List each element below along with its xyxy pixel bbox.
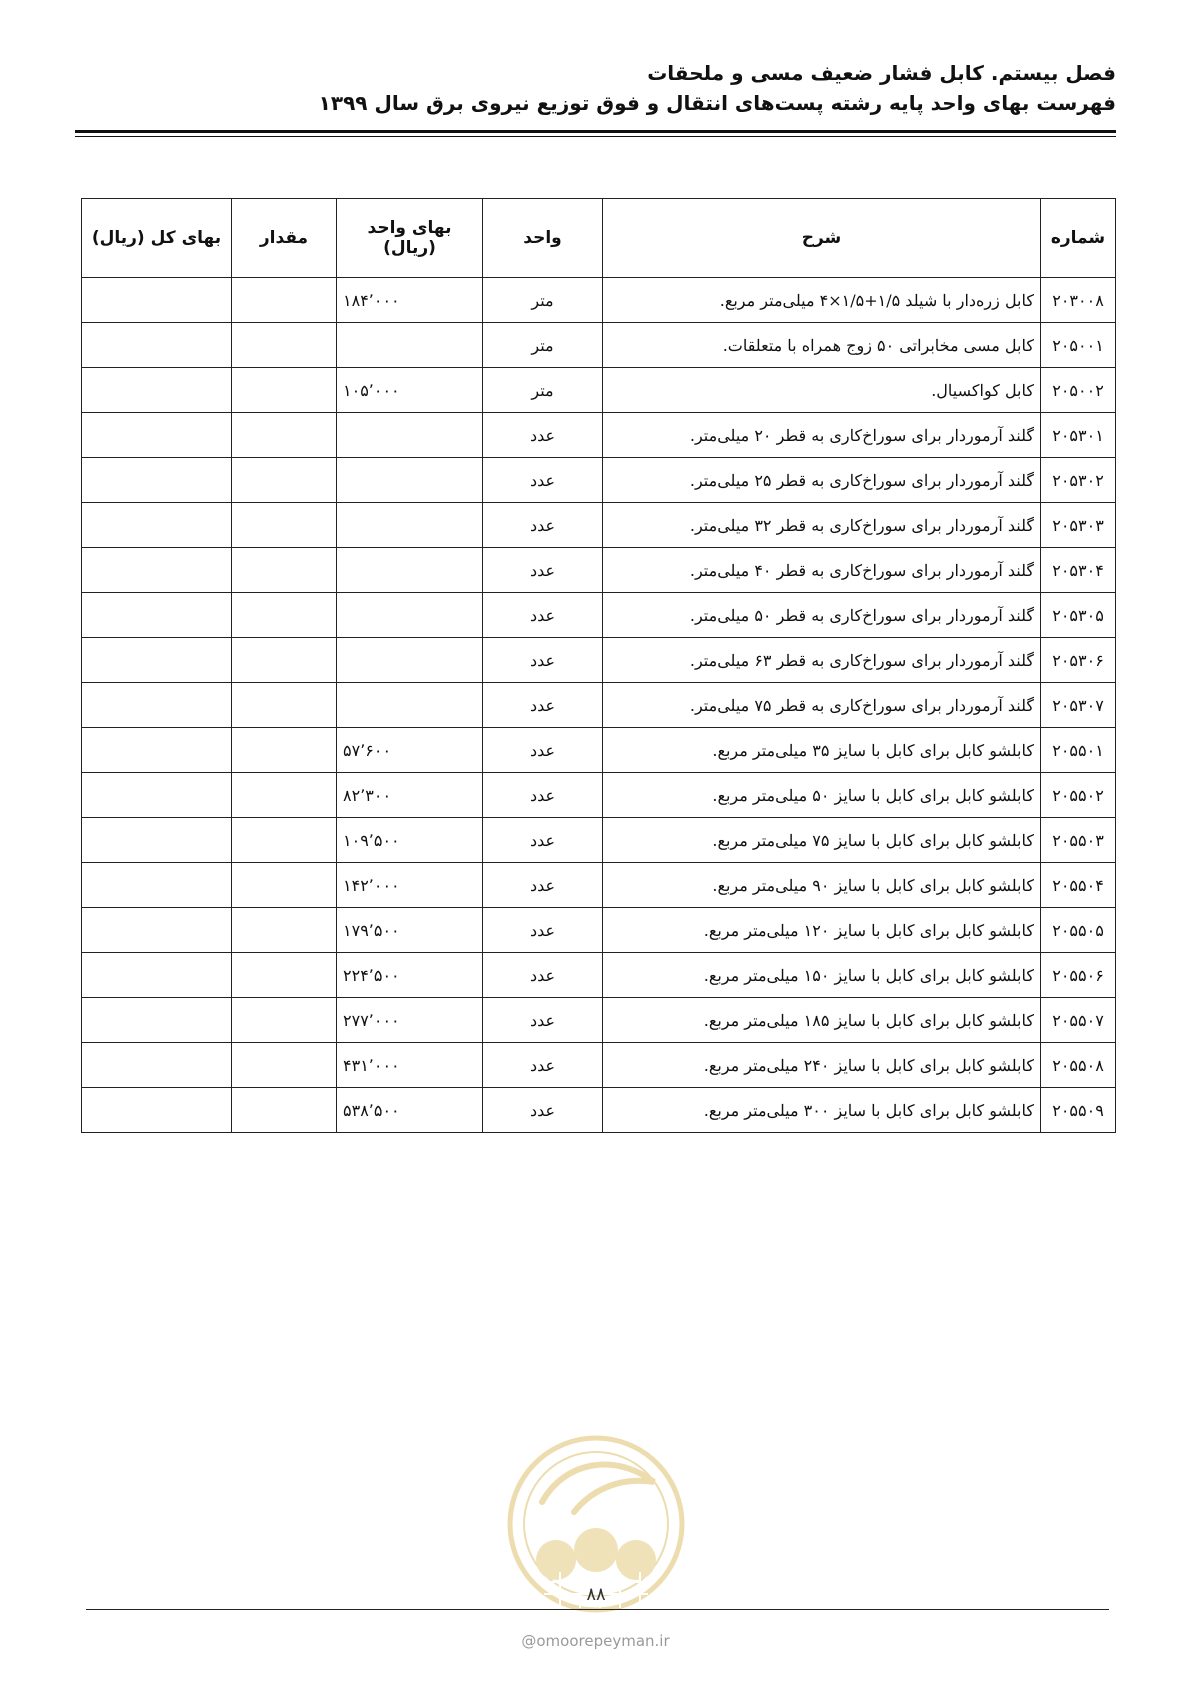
table-row [82,953,1116,998]
row-total [82,728,232,773]
row-description: کابلشو کابل برای کابل با سایز ۵۰ میلی‌متر مربع. [603,773,1041,818]
table-row [82,323,1116,368]
row-description: کابلشو کابل برای کابل با سایز ۲۴۰ میلی‌متر مربع. [603,1043,1041,1088]
row-number: ۲۰۳۰۰۸ [1041,278,1116,323]
row-total [82,818,232,863]
row-unit-price [337,503,483,548]
row-total [82,278,232,323]
row-total [82,863,232,908]
row-quantity [232,818,337,863]
row-unit-price [337,548,483,593]
row-unit-price: ۱۴۲٬۰۰۰ [337,863,483,908]
row-unit: عدد [483,548,603,593]
row-quantity [232,503,337,548]
row-unit: عدد [483,1043,603,1088]
row-quantity [232,548,337,593]
row-unit-price: ۱۰۹٬۵۰۰ [337,818,483,863]
row-unit: عدد [483,593,603,638]
row-number: ۲۰۵۵۰۱ [1041,728,1116,773]
row-quantity [232,908,337,953]
row-description: کابلشو کابل برای کابل با سایز ۳۵ میلی‌متر مربع. [603,728,1041,773]
row-unit: عدد [483,953,603,998]
row-unit: عدد [483,773,603,818]
header-rule-thin [75,136,1116,137]
row-total [82,953,232,998]
table-row [82,908,1116,953]
row-number: ۲۰۵۳۰۶ [1041,638,1116,683]
row-total [82,683,232,728]
row-total [82,908,232,953]
row-description: کابلشو کابل برای کابل با سایز ۷۵ میلی‌متر مربع. [603,818,1041,863]
row-number: ۲۰۵۵۰۲ [1041,773,1116,818]
footer-site: @omoorepeyman.ir [521,1632,670,1650]
table-row [82,593,1116,638]
table-body [82,278,1116,1133]
row-description: کابلشو کابل برای کابل با سایز ۱۸۵ میلی‌متر مربع. [603,998,1041,1043]
header-rule-thick [75,130,1116,133]
row-total [82,638,232,683]
row-quantity [232,593,337,638]
row-unit-price [337,458,483,503]
row-total [82,1088,232,1133]
row-unit-price: ۴۳۱٬۰۰۰ [337,1043,483,1088]
row-quantity [232,953,337,998]
row-quantity [232,638,337,683]
page-header [75,58,1116,118]
footer-rule [86,1609,1109,1610]
header-unit-price [337,199,483,278]
row-quantity [232,1043,337,1088]
row-total [82,1043,232,1088]
row-number: ۲۰۵۰۰۲ [1041,368,1116,413]
row-unit-price [337,683,483,728]
row-unit-price: ۲۷۷٬۰۰۰ [337,998,483,1043]
row-number: ۲۰۵۳۰۲ [1041,458,1116,503]
row-description: گلند آرموردار برای سوراخ‌کاری به قطر ۷۵ میلی‌متر. [603,683,1041,728]
row-number: ۲۰۵۵۰۶ [1041,953,1116,998]
table-row [82,458,1116,503]
table-header-row [82,199,1116,278]
header-description: شرح [603,199,1041,278]
row-number: ۲۰۵۰۰۱ [1041,323,1116,368]
row-unit-price: ۵۷٬۶۰۰ [337,728,483,773]
row-quantity [232,458,337,503]
row-total [82,323,232,368]
row-unit: عدد [483,638,603,683]
row-description: گلند آرموردار برای سوراخ‌کاری به قطر ۲۰ میلی‌متر. [603,413,1041,458]
row-unit: عدد [483,503,603,548]
row-description: کابلشو کابل برای کابل با سایز ۳۰۰ میلی‌متر مربع. [603,1088,1041,1133]
header-quantity: مقدار [232,199,337,278]
table-row [82,548,1116,593]
row-number: ۲۰۵۳۰۵ [1041,593,1116,638]
row-number: ۲۰۵۵۰۸ [1041,1043,1116,1088]
row-quantity [232,998,337,1043]
table-row [82,368,1116,413]
row-unit-price: ۸۲٬۳۰۰ [337,773,483,818]
row-unit-price [337,638,483,683]
header-unit-price-line2: (ریال) [383,238,436,258]
row-unit: عدد [483,458,603,503]
row-unit: عدد [483,1088,603,1133]
row-total [82,548,232,593]
table-row [82,638,1116,683]
row-description: کابل مسی مخابراتی ۵۰ زوج همراه با متعلقات. [603,323,1041,368]
row-total [82,593,232,638]
row-total [82,998,232,1043]
chapter-title: فصل بیستم. کابل فشار ضعیف مسی و ملحقات [647,61,1116,85]
row-unit: عدد [483,998,603,1043]
row-unit-price: ۱۰۵٬۰۰۰ [337,368,483,413]
row-unit-price: ۱۸۴٬۰۰۰ [337,278,483,323]
table-row [82,278,1116,323]
row-quantity [232,413,337,458]
header-unit-price-line1: بهای واحد [367,218,452,238]
row-unit-price [337,323,483,368]
row-quantity [232,728,337,773]
price-table [81,198,1116,1133]
row-total [82,773,232,818]
row-quantity [232,773,337,818]
row-description: گلند آرموردار برای سوراخ‌کاری به قطر ۲۵ میلی‌متر. [603,458,1041,503]
row-unit: عدد [483,413,603,458]
table-row [82,683,1116,728]
table-row [82,728,1116,773]
row-unit: متر [483,323,603,368]
row-description: گلند آرموردار برای سوراخ‌کاری به قطر ۶۳ میلی‌متر. [603,638,1041,683]
row-description: گلند آرموردار برای سوراخ‌کاری به قطر ۳۲ میلی‌متر. [603,503,1041,548]
row-quantity [232,323,337,368]
row-quantity [232,683,337,728]
row-unit: عدد [483,818,603,863]
row-number: ۲۰۵۳۰۱ [1041,413,1116,458]
row-description: کابلشو کابل برای کابل با سایز ۱۲۰ میلی‌متر مربع. [603,908,1041,953]
row-total [82,368,232,413]
header-unit: واحد [483,199,603,278]
row-total [82,413,232,458]
row-number: ۲۰۵۳۰۳ [1041,503,1116,548]
table-row [82,863,1116,908]
row-description: کابلشو کابل برای کابل با سایز ۱۵۰ میلی‌متر مربع. [603,953,1041,998]
row-description: گلند آرموردار برای سوراخ‌کاری به قطر ۴۰ میلی‌متر. [603,548,1041,593]
document-title: فهرست بهای واحد پایه رشته پست‌های انتقال و فوق توزیع نیروی برق سال ۱۳۹۹ [318,91,1116,115]
page-number: ۸۸ [586,1584,606,1605]
row-total [82,503,232,548]
row-quantity [232,278,337,323]
row-number: ۲۰۵۳۰۷ [1041,683,1116,728]
table-row [82,413,1116,458]
row-description: گلند آرموردار برای سوراخ‌کاری به قطر ۵۰ میلی‌متر. [603,593,1041,638]
row-description: کابلشو کابل برای کابل با سایز ۹۰ میلی‌متر مربع. [603,863,1041,908]
row-unit: عدد [483,863,603,908]
row-number: ۲۰۵۵۰۷ [1041,998,1116,1043]
row-quantity [232,863,337,908]
row-unit-price: ۱۷۹٬۵۰۰ [337,908,483,953]
row-description: کابل کواکسیال. [603,368,1041,413]
row-unit: عدد [483,908,603,953]
row-number: ۲۰۵۵۰۹ [1041,1088,1116,1133]
table-row [82,998,1116,1043]
header-total: بهای کل (ریال) [82,199,232,278]
row-unit: متر [483,368,603,413]
row-quantity [232,1088,337,1133]
row-description: کابل زره‌دار با شیلد ۱/۵+۱/۵×۴ میلی‌متر مربع. [603,278,1041,323]
table-row [82,1043,1116,1088]
row-number: ۲۰۵۵۰۴ [1041,863,1116,908]
row-number: ۲۰۵۵۰۵ [1041,908,1116,953]
table-row [82,773,1116,818]
row-unit: عدد [483,683,603,728]
row-quantity [232,368,337,413]
header-number: شماره [1041,199,1116,278]
row-unit-price: ۵۳۸٬۵۰۰ [337,1088,483,1133]
row-total [82,458,232,503]
row-unit-price: ۲۲۴٬۵۰۰ [337,953,483,998]
row-unit: عدد [483,728,603,773]
row-unit: متر [483,278,603,323]
table-row [82,503,1116,548]
table-row [82,1088,1116,1133]
row-unit-price [337,593,483,638]
row-unit-price [337,413,483,458]
row-number: ۲۰۵۵۰۳ [1041,818,1116,863]
table-row [82,818,1116,863]
row-number: ۲۰۵۳۰۴ [1041,548,1116,593]
